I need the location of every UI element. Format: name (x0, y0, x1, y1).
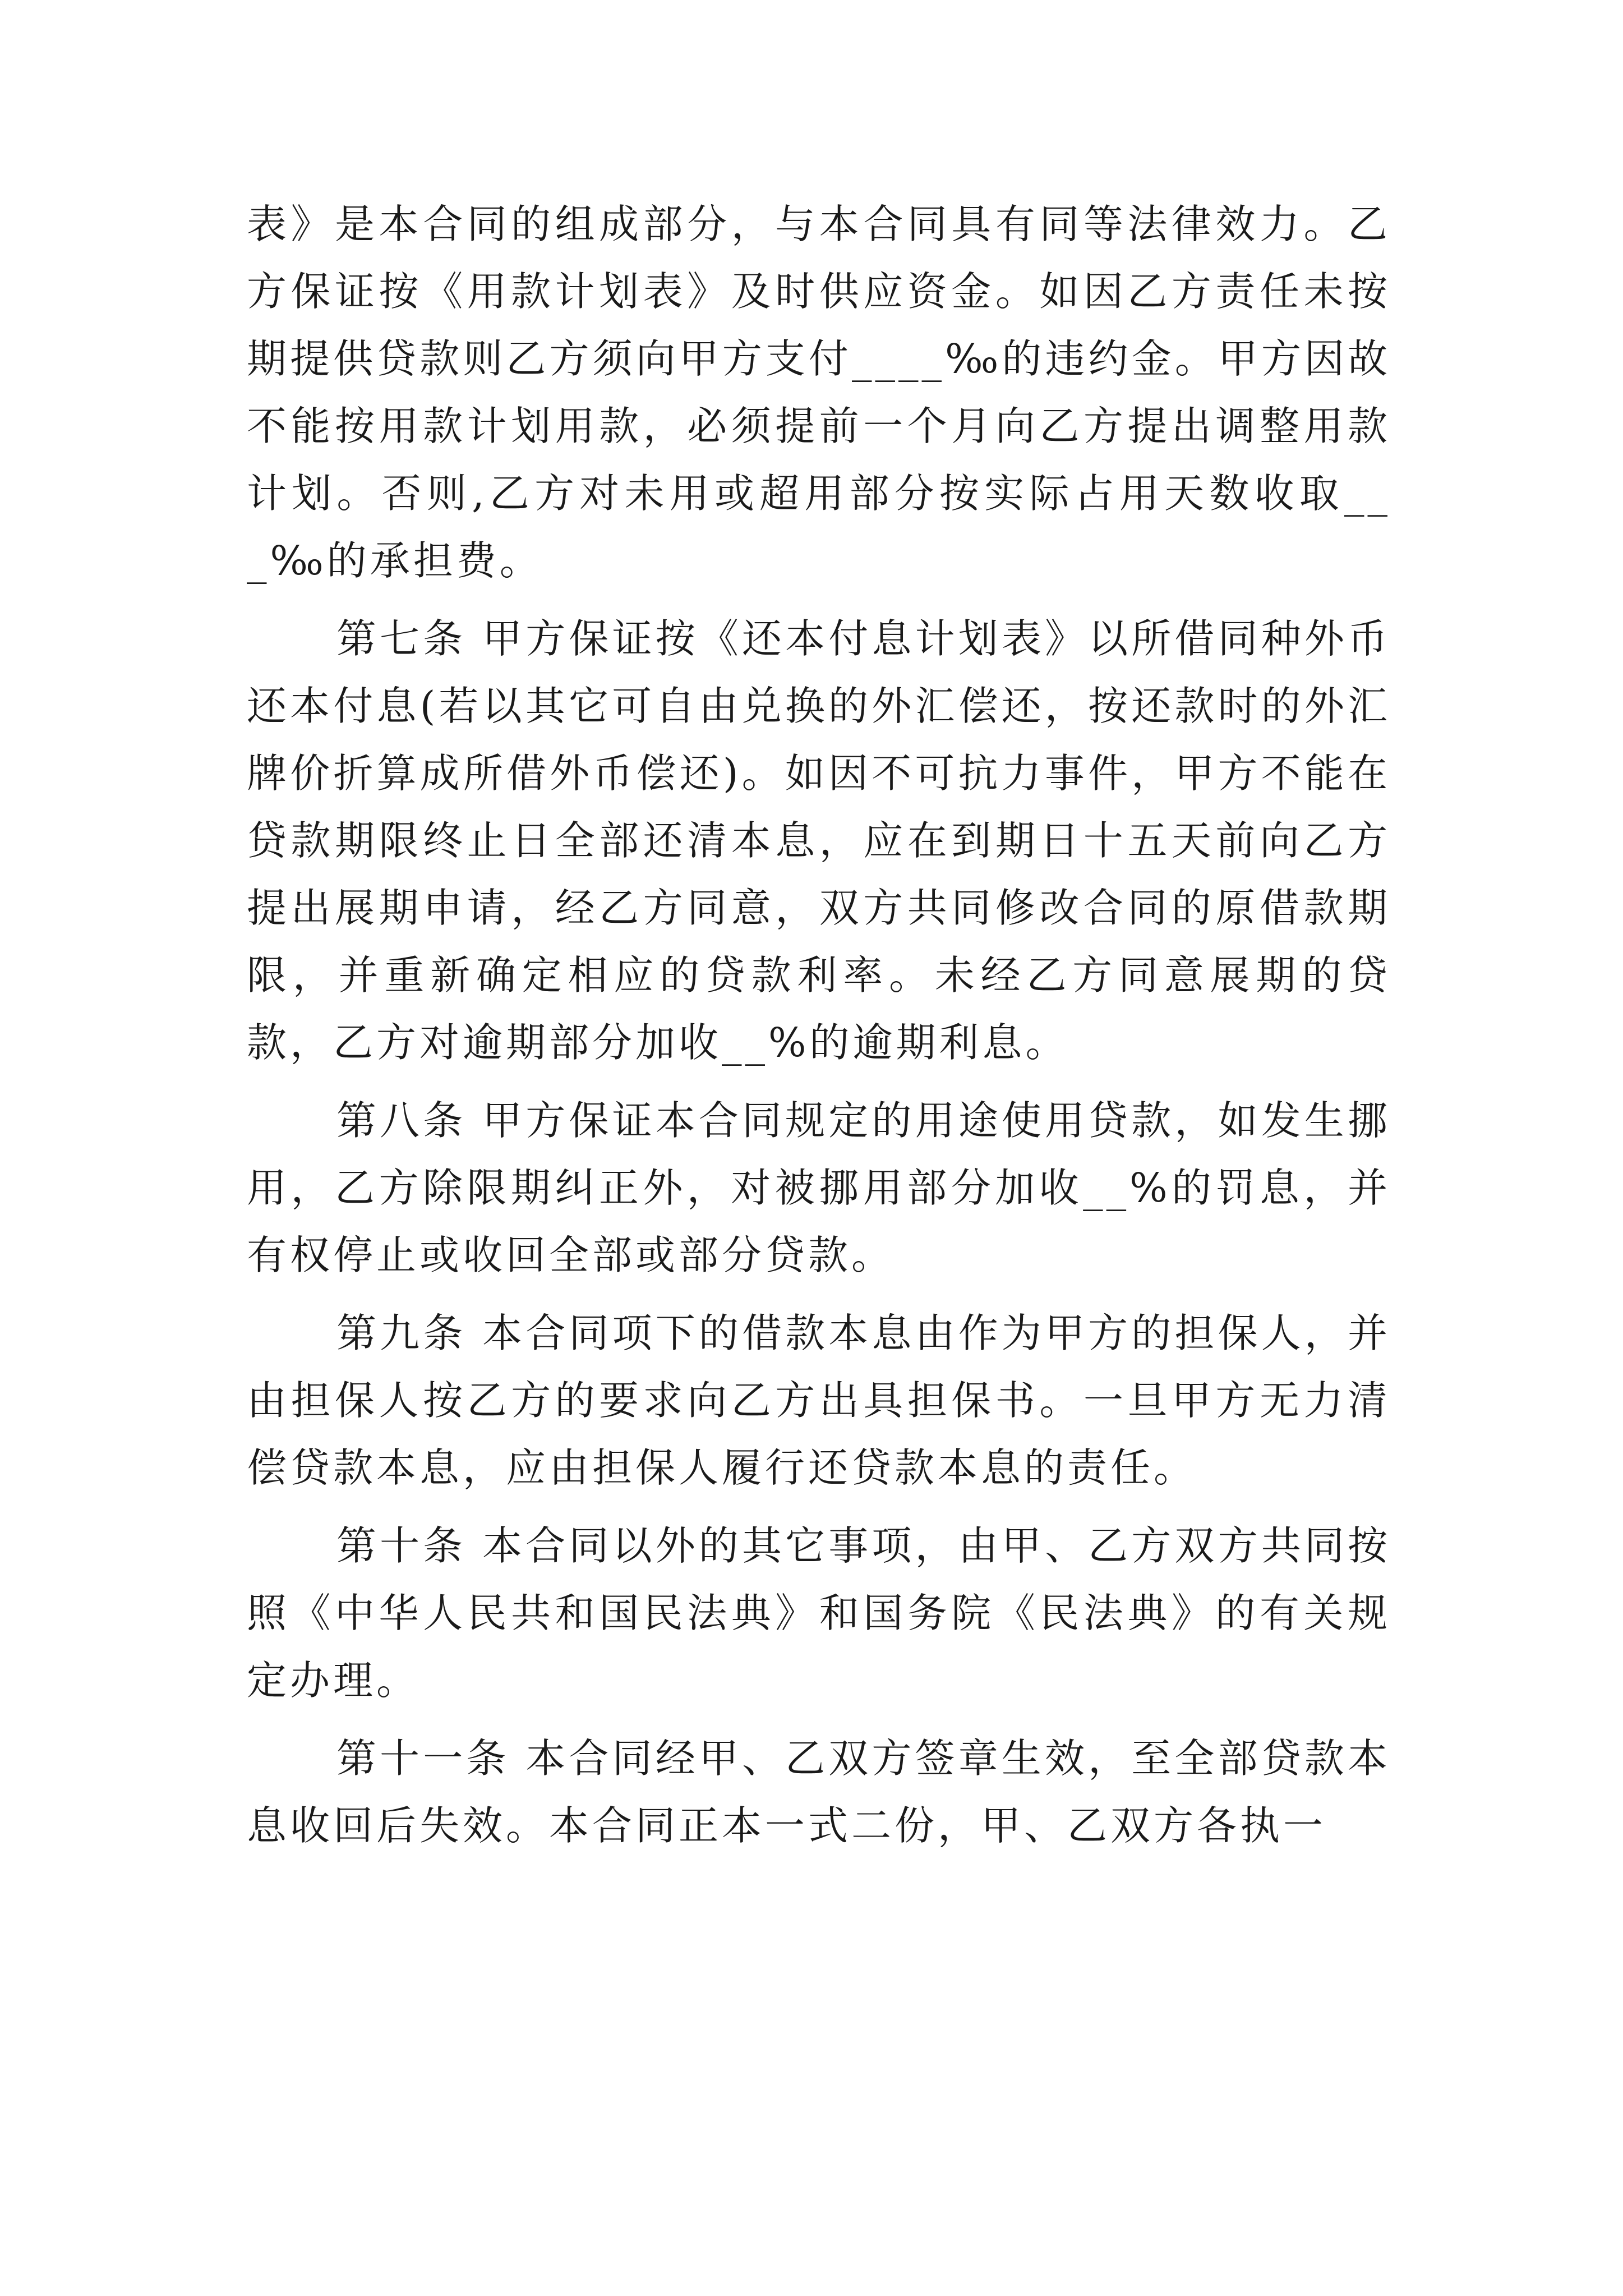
paragraph-article-8: 第八条 甲方保证本合同规定的用途使用贷款，如发生挪用，乙方除限期纠正外，对被挪用部分加收__%的罚息，并有权停止或收回全部或部分贷款。 (247, 1097, 1391, 1278)
paragraph-article-11: 第十一条 本合同经甲、乙双方签章生效，至全部贷款本息收回后失效。本合同正本一式二份，甲、乙双方各执一 (247, 1735, 1391, 1849)
paragraph-article-7: 第七条 甲方保证按《还本付息计划表》以所借同种外币还本付息(若以其它可自由兑换的外汇偿还，按还款时的外汇牌价折算成所借外币偿还)。如因不可抗力事件，甲方不能在贷款期限终止日全部还清本息，应在到期日十五天前向乙方提出展期申请，经乙方同意，双方共同修改合同的原借款期限，并重新确定相应的贷款利率。未经乙方同意展期的贷款，乙方对逾期部分加收__%的逾期利息。 (247, 615, 1391, 1066)
paragraph-article-9: 第九条 本合同项下的借款本息由作为甲方的担保人，并由担保人按乙方的要求向乙方出具担保书。一旦甲方无力清偿贷款本息，应由担保人履行还贷款本息的责任。 (247, 1310, 1391, 1491)
paragraph-article-10: 第十条 本合同以外的其它事项，由甲、乙方双方共同按照《中华人民共和国民法典》和国务院《民法典》的有关规定办理。 (247, 1522, 1391, 1704)
document-body (247, 191, 1391, 1870)
paragraph-continuation: 表》是本合同的组成部分，与本合同具有同等法律效力。乙方保证按《用款计划表》及时供应资金。如因乙方责任未按期提供贷款则乙方须向甲方支付____‰的违约金。甲方因故不能按用款计划用款，必须提前一个月向乙方提出调整用款计划。否则,乙方对未用或超用部分按实际占用天数收取___‰的承担费。 (247, 201, 1391, 584)
